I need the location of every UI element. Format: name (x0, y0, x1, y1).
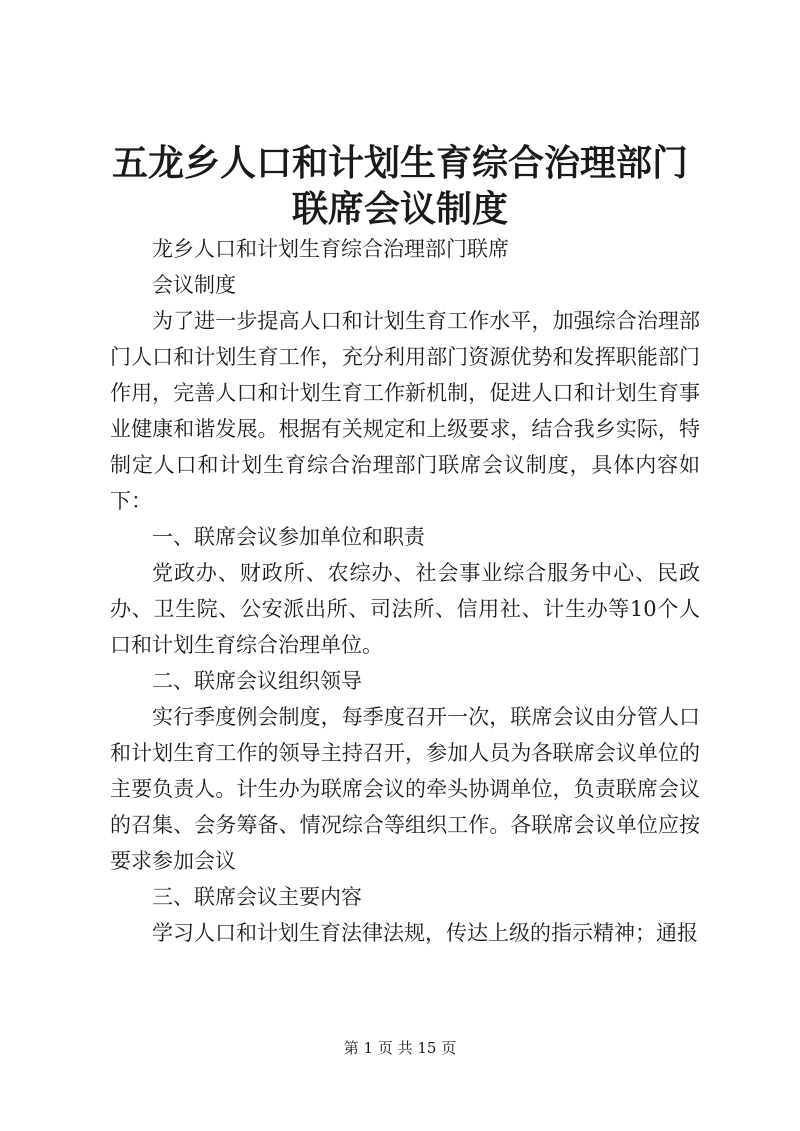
paragraph-organization: 实行季度例会制度，每季度召开一次，联席会议由分管人口和计划生育工作的领导主持召开，参加人员为各联席会议单位的主要负责人。计生办为联席会议的牵头协调单位，负责联席会议的召集、会务筹备、情况综合等组织工作。各联席会议单位应按要求参加会议 (110, 705, 700, 873)
page-number-footer: 第 1 页 共 15 页 (343, 1039, 457, 1057)
section-heading-3: 三、联席会议主要内容 (152, 885, 362, 909)
section-heading-2: 二、联席会议组织领导 (152, 669, 362, 693)
paragraph-subtitle-line-1: 龙乡人口和计划生育综合治理部门联席 (152, 237, 509, 261)
paragraph-content: 学习人口和计划生育法律法规，传达上级的指示精神；通报 (152, 921, 698, 945)
document-body (110, 231, 700, 951)
paragraph-units: 党政办、财政所、农综办、社会事业综合服务中心、民政办、卫生院、公安派出所、司法所、信用社、计生办等10个人口和计划生育综合治理单位。 (110, 561, 700, 657)
paragraph-subtitle-line-2: 会议制度 (152, 273, 236, 297)
paragraph-intro: 为了进一步提高人口和计划生育工作水平，加强综合治理部门人口和计划生育工作，充分利用部门资源优势和发挥职能部门作用，完善人口和计划生育工作新机制，促进人口和计划生育事业健康和谐发展。根据有关规定和上级要求，结合我乡实际，特制定人口和计划生育综合治理部门联席会议制度，具体内容如下： (110, 309, 700, 513)
document-title: 五龙乡人口和计划生育综合治理部门联席会议制度 (111, 142, 688, 230)
section-heading-1: 一、联席会议参加单位和职责 (152, 525, 425, 549)
